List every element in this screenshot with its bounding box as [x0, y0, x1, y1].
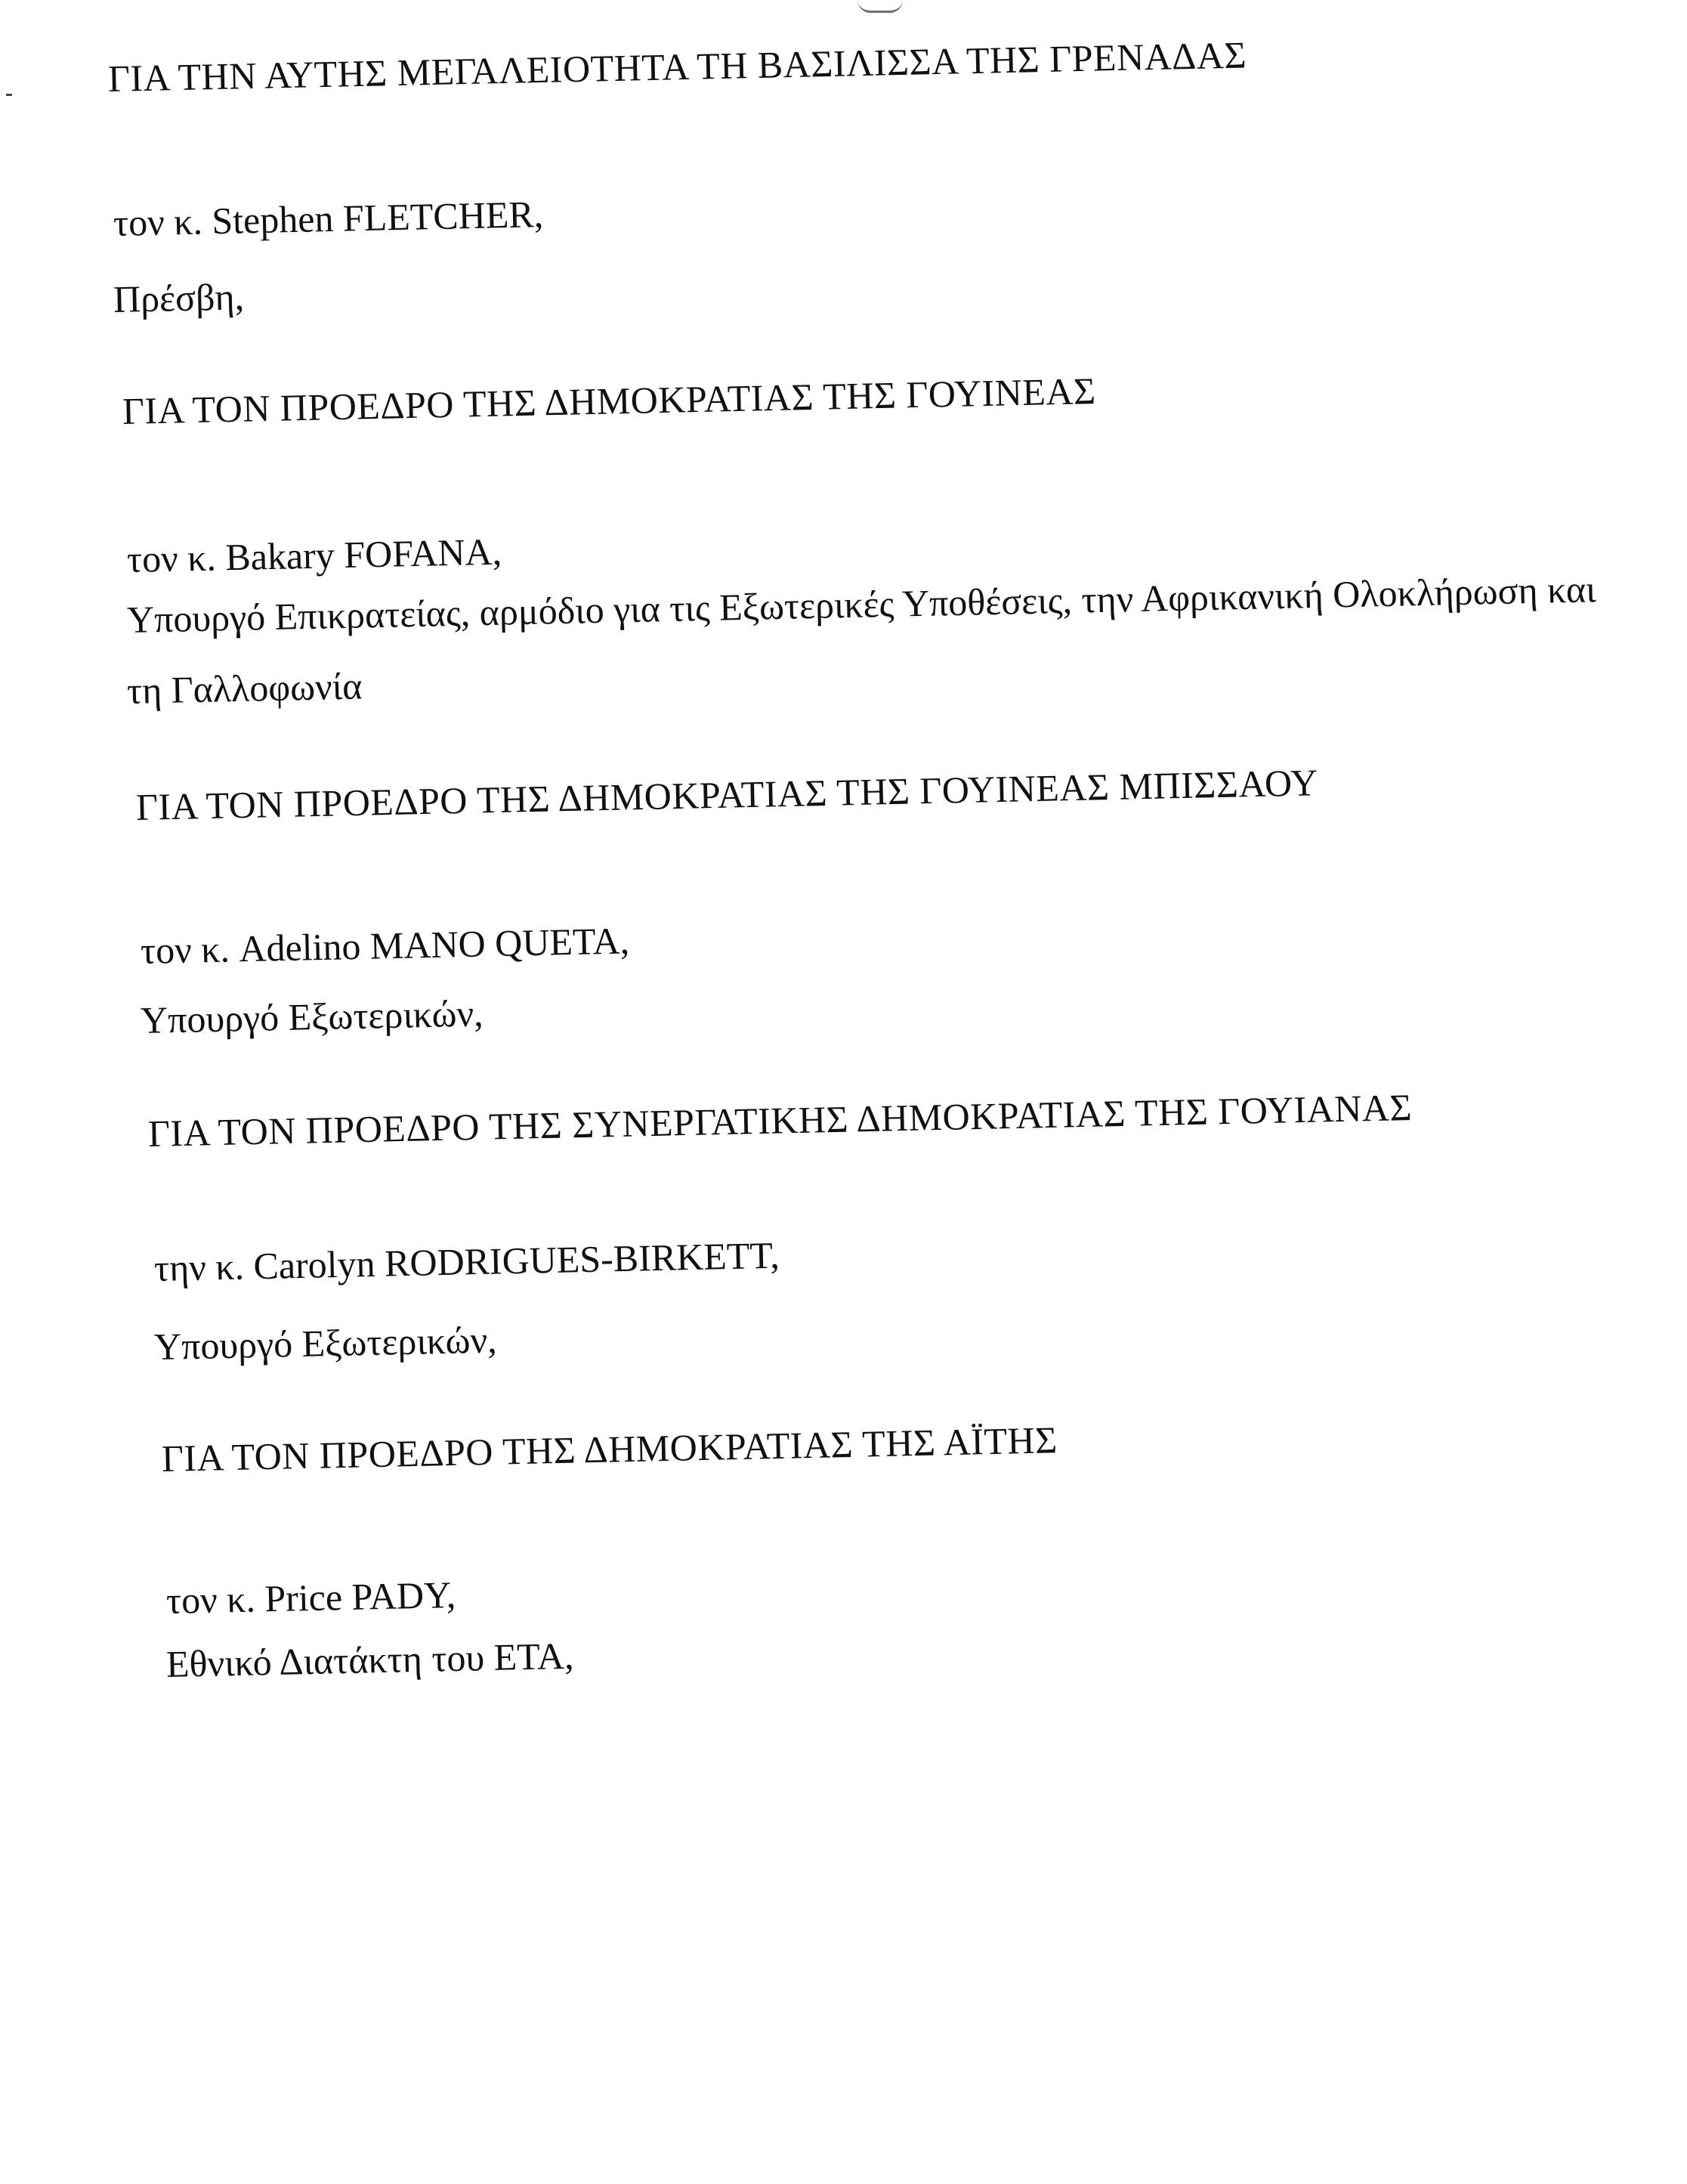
signatory-name-fletcher: τον κ. Stephen FLETCHER,: [113, 193, 544, 244]
signatory-title-rodrigues-birkett: Υπουργό Εξωτερικών,: [153, 1318, 498, 1368]
section-heading-guinea-bissau: ΓΙΑ ΤΟΝ ΠΡΟΕΔΡΟ ΤΗΣ ΔΗΜΟΚΡΑΤΙΑΣ ΤΗΣ ΓΟΥΙΝΕΑΣ ΜΠΙΣΣΑΟΥ: [135, 761, 1319, 828]
section-heading-haiti: ΓΙΑ ΤΟΝ ΠΡΟΕΔΡΟ ΤΗΣ ΔΗΜΟΚΡΑΤΙΑΣ ΤΗΣ ΑΪΤΗΣ: [161, 1418, 1058, 1480]
signatory-title-pady: Εθνικό Διατάκτη του ΕΤΑ,: [165, 1634, 574, 1685]
section-heading-grenada: ΓΙΑ ΤΗΝ ΑΥΤΗΣ ΜΕΓΑΛΕΙΟΤΗΤΑ ΤΗ ΒΑΣΙΛΙΣΣΑ ΤΗΣ ΓΡΕΝΑΔΑΣ: [107, 33, 1247, 100]
signatory-name-mano-queta: τον κ. Adelino MANO QUETA,: [140, 919, 630, 972]
page-number-fragment: [857, 0, 903, 13]
signatory-name-fofana: τον κ. Bakary FOFANA,: [126, 530, 502, 580]
signatory-title-fletcher: Πρέσβη,: [113, 275, 245, 320]
signatory-title-fofana-line2: τη Γαλλοφωνία: [126, 664, 363, 712]
section-heading-guinea: ΓΙΑ ΤΟΝ ΠΡΟΕΔΡΟ ΤΗΣ ΔΗΜΟΚΡΑΤΙΑΣ ΤΗΣ ΓΟΥΙΝΕΑΣ: [122, 370, 1097, 432]
section-heading-guyana: ΓΙΑ ΤΟΝ ΠΡΟΕΔΡΟ ΤΗΣ ΣΥΝΕΡΓΑΤΙΚΗΣ ΔΗΜΟΚΡΑΤΙΑΣ ΤΗΣ ΓΟΥΙΑΝΑΣ: [147, 1085, 1413, 1155]
signatory-name-pady: τον κ. Price PADY,: [165, 1573, 456, 1622]
signatory-title-mano-queta: Υπουργό Εξωτερικών,: [140, 991, 484, 1041]
signatory-name-rodrigues-birkett: την κ. Carolyn RODRIGUES-BIRKETT,: [153, 1233, 780, 1289]
signatory-title-fofana-line1: Υπουργό Επικρατείας, αρμόδιο για τις Εξωτερικές Υποθέσεις, την Αφρικανική Ολοκλήρωση και: [126, 568, 1597, 641]
scan-speck: [6, 94, 12, 96]
